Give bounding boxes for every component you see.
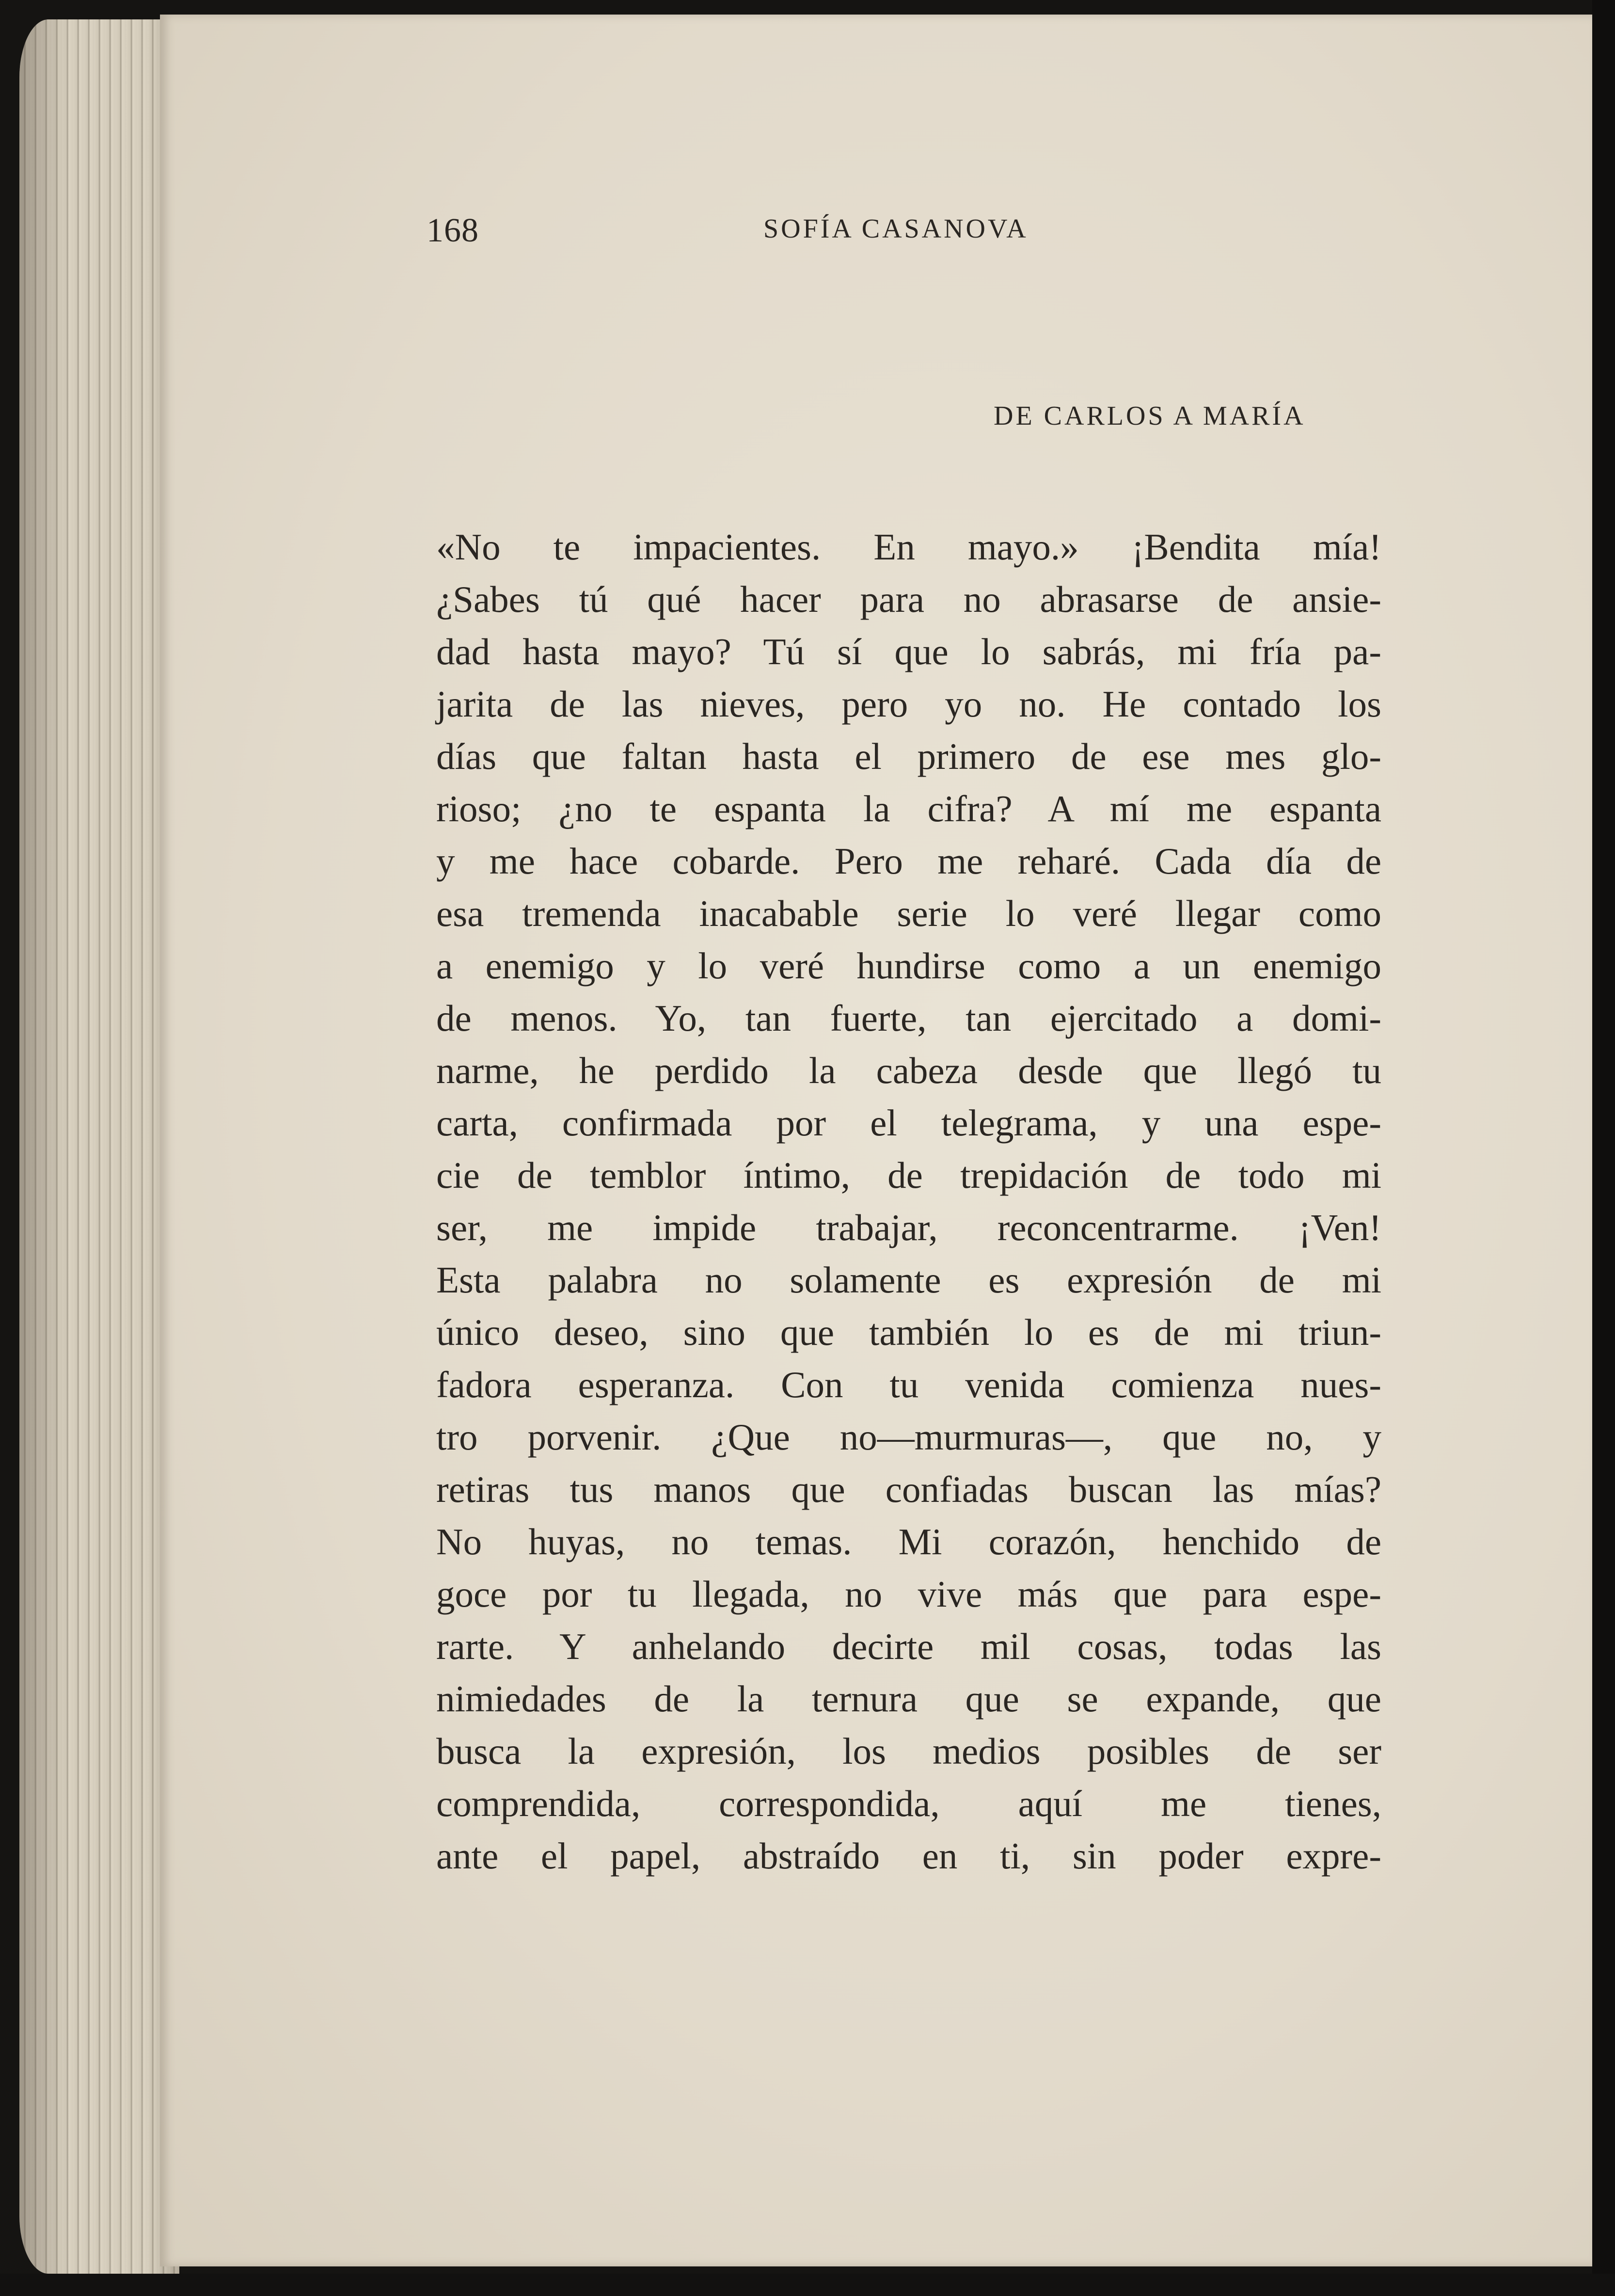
text-line: de menos. Yo, tan fuerte, tan ejercitado a domi- <box>436 997 1381 1039</box>
text-line: carta, confirmada por el telegrama, y una espe- <box>436 1102 1381 1144</box>
body-text <box>436 521 1381 1882</box>
text-line: ante el papel, abstraído en ti, sin poder expre- <box>436 1835 1381 1877</box>
text-line: único deseo, sino que también lo es de mi triun- <box>436 1311 1381 1353</box>
page-number: 168 <box>427 212 479 249</box>
text-line: tro porvenir. ¿Que no—murmuras—, que no, y <box>436 1416 1381 1458</box>
text-line: fadora esperanza. Con tu venida comienza nues- <box>436 1364 1381 1405</box>
text-line: cie de temblor íntimo, de trepidación de todo mi <box>436 1154 1381 1196</box>
page-edge-shadow <box>19 19 179 2274</box>
running-head: SOFÍA CASANOVA <box>763 214 1029 244</box>
text-line: ser, me impide trabajar, reconcentrarme. ¡Ven! <box>436 1207 1381 1248</box>
text-line: No huyas, no temas. Mi corazón, henchido de <box>436 1521 1381 1563</box>
text-line: y me hace cobarde. Pero me reharé. Cada día de <box>436 840 1381 882</box>
text-line: narme, he perdido la cabeza desde que llegó tu <box>436 1050 1381 1091</box>
right-scan-border <box>1592 0 1615 2296</box>
text-line: comprendida, correspondida, aquí me tienes, <box>436 1783 1381 1824</box>
text-line: ¿Sabes tú qué hacer para no abrasarse de ansie- <box>436 578 1381 620</box>
text-line: a enemigo y lo veré hundirse como a un enemigo <box>436 945 1381 987</box>
text-line: esa tremenda inacabable serie lo veré llegar como <box>436 893 1381 934</box>
text-line: días que faltan hasta el primero de ese mes glo- <box>436 735 1381 777</box>
text-line: goce por tu llegada, no vive más que para espe- <box>436 1573 1381 1615</box>
bottom-scan-border <box>0 2274 1615 2296</box>
text-line: «No te impacientes. En mayo.» ¡Bendita mía! <box>436 526 1381 568</box>
text-line: jarita de las nieves, pero yo no. He contado los <box>436 683 1381 725</box>
text-line: rarte. Y anhelando decirte mil cosas, todas las <box>436 1626 1381 1667</box>
text-line: nimiedades de la ternura que se expande, que <box>436 1678 1381 1720</box>
text-line: Esta palabra no solamente es expresión de mi <box>436 1259 1381 1301</box>
text-line: dad hasta mayo? Tú sí que lo sabrás, mi fría pa- <box>436 631 1381 672</box>
text-line: busca la expresión, los medios posibles de ser <box>436 1730 1381 1772</box>
section-title: DE CARLOS A MARÍA <box>994 401 1306 431</box>
text-line: rioso; ¿no te espanta la cifra? A mí me espanta <box>436 788 1381 829</box>
text-line: retiras tus manos que confiadas buscan las mías? <box>436 1468 1381 1510</box>
